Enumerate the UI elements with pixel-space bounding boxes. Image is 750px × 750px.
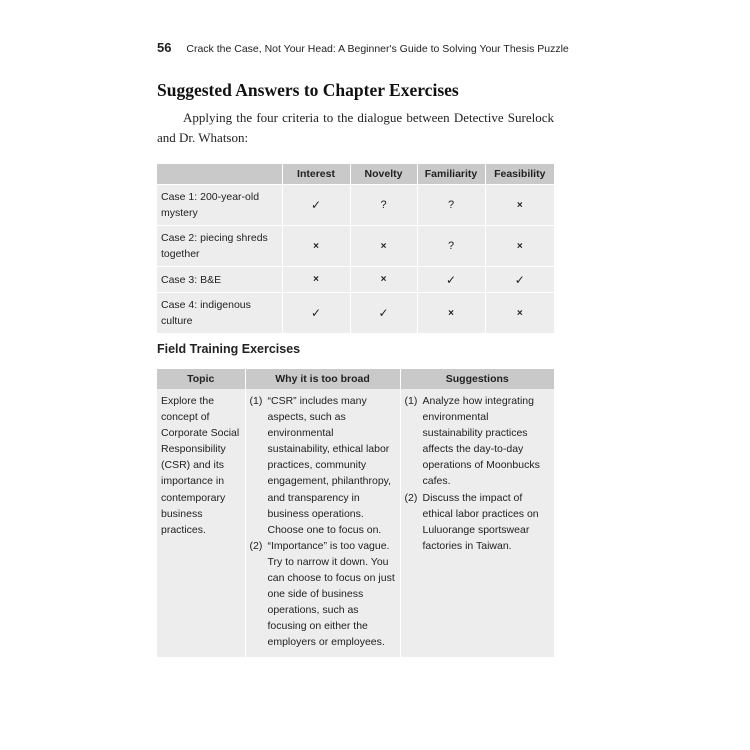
criteria-header-interest: Interest [282, 164, 350, 185]
list-item [250, 538, 396, 651]
item-number: (1) [249, 395, 263, 407]
interest-mark: ✓ [282, 185, 350, 226]
header-suggestions: Suggestions [400, 369, 554, 389]
table-row [157, 185, 554, 226]
criteria-header-familiarity: Familiarity [417, 164, 485, 185]
suggestions-cell [400, 389, 554, 657]
list-item [405, 393, 551, 490]
running-title: Crack the Case, Not Your Head: A Beginner's Guide to Solving Your Thesis Puzzle [186, 43, 569, 55]
novelty-mark: ? [350, 185, 417, 226]
section-title: Suggested Answers to Chapter Exercises [157, 80, 459, 100]
item-number: (2) [404, 491, 418, 504]
item-text: “Importance” is too vague. Try to narrow it down. You can choose to focus on just one side of business operations, such as focusing on either the employers or employees. [267, 539, 395, 649]
criteria-header-row [157, 164, 554, 185]
table-row [157, 226, 554, 267]
field-training-table [157, 369, 554, 657]
case-label: Case 4: indigenous culture [157, 293, 282, 334]
familiarity-mark: ? [417, 226, 485, 267]
item-text: Discuss the impact of ethical labor practices on Luluorange sportswear factories in Taiwan. [422, 491, 539, 552]
header-topic: Topic [157, 369, 245, 389]
familiarity-mark: ? [417, 185, 485, 226]
table-row [157, 267, 554, 293]
running-header [157, 40, 569, 55]
criteria-header-novelty: Novelty [350, 164, 417, 185]
item-number: (2) [249, 539, 263, 552]
novelty-mark: × [350, 226, 417, 267]
interest-mark: ✓ [282, 293, 350, 334]
familiarity-mark: × [417, 293, 485, 334]
table-row [157, 389, 554, 657]
novelty-mark: × [350, 267, 417, 293]
item-text: Analyze how integrating environmental sustainability practices affects the day-to-day operations of Moonbucks cafes. [422, 395, 540, 488]
interest-mark: × [282, 226, 350, 267]
criteria-table [157, 164, 554, 333]
item-text: “CSR” includes many aspects, such as environmental sustainability, ethical labor practices, community engagement, philanthropy, and transparency in business operations. Choose one to focus on. [267, 395, 392, 536]
familiarity-mark: ✓ [417, 267, 485, 293]
topic-cell: Explore the concept of Corporate Social Responsibility (CSR) and its importance in contemporary business practices. [157, 389, 245, 657]
feasibility-mark: ✓ [485, 267, 554, 293]
field-training-header-row [157, 369, 554, 389]
case-label: Case 2: piecing shreds together [157, 226, 282, 267]
feasibility-mark: × [485, 293, 554, 334]
table-row [157, 293, 554, 334]
list-item [250, 393, 396, 538]
field-training-heading: Field Training Exercises [157, 342, 301, 356]
case-label: Case 1: 200-year-old mystery [157, 185, 282, 226]
case-label: Case 3: B&E [157, 267, 282, 293]
header-why-too-broad: Why it is too broad [245, 369, 400, 389]
page-number: 56 [157, 40, 172, 55]
item-number: (1) [404, 395, 418, 407]
interest-mark: × [282, 267, 350, 293]
criteria-header-blank [157, 164, 282, 185]
list-item [405, 490, 551, 554]
novelty-mark: ✓ [350, 293, 417, 334]
feasibility-mark: × [485, 185, 554, 226]
why-broad-cell [245, 389, 400, 657]
intro-paragraph: Applying the four criteria to the dialogue between Detective Surelock and Dr. Whatson: [157, 110, 554, 145]
criteria-header-feasibility: Feasibility [485, 164, 554, 185]
feasibility-mark: × [485, 226, 554, 267]
